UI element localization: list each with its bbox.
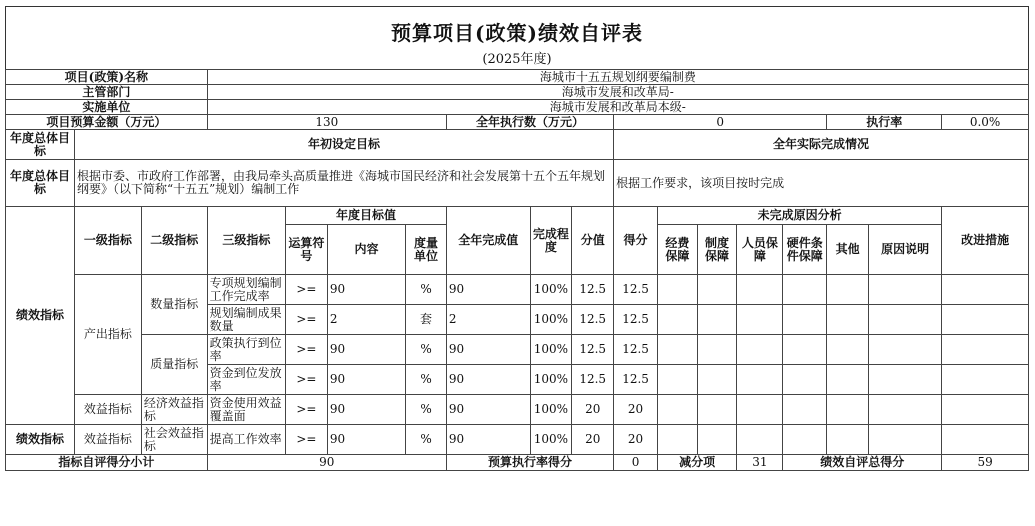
total-label: 绩效自评总得分: [783, 455, 942, 471]
l1-output: 产出指标: [74, 275, 141, 395]
reason-cell: [869, 425, 942, 455]
degree: 100%: [530, 365, 572, 395]
score: 12.5: [572, 365, 614, 395]
reason-cell: [869, 365, 942, 395]
evaluation-table: [5, 69, 1029, 471]
budget-score-value: 0: [614, 455, 658, 471]
rate-value: 0.0%: [942, 115, 1029, 130]
l2-quantity: 数量指标: [141, 275, 207, 335]
reason-cell: [827, 425, 869, 455]
indicator-name: 资金使用效益覆盖面: [207, 395, 285, 425]
budget-label: 项目预算金额（万元）: [6, 115, 208, 130]
reason-cell: [737, 335, 783, 365]
rate-label: 执行率: [827, 115, 942, 130]
score-header: 分值: [572, 207, 614, 275]
got: 12.5: [614, 305, 658, 335]
l2-header: 二级指标: [141, 207, 207, 275]
indicator-name: 提高工作效率: [207, 425, 285, 455]
reason-cell: [827, 305, 869, 335]
l2-economic: 经济效益指标: [141, 395, 207, 425]
actual-header: 全年完成值: [446, 207, 530, 275]
reason-cell: [827, 335, 869, 365]
reason-cell: [657, 275, 697, 305]
initial-goal-text: 根据市委、市政府工作部署，由我局牵头高质量推进《海城市国民经济和社会发展第十五个五年规划纲要》（以下简称“十五五”规划）编制工作: [74, 160, 613, 207]
reason-cell: [869, 395, 942, 425]
reason-hardware-header: 硬件条件保障: [783, 225, 827, 275]
goals-label: 年度总体目标: [6, 130, 75, 160]
deduct-value: 31: [737, 455, 783, 471]
goals-label-2: 年度总体目标: [6, 160, 75, 207]
actual-value: 90: [446, 365, 530, 395]
degree: 100%: [530, 335, 572, 365]
got: 12.5: [614, 275, 658, 305]
content: 2: [327, 305, 405, 335]
l2-quality: 质量指标: [141, 335, 207, 395]
budget-value: 130: [207, 115, 446, 130]
reason-cell: [827, 395, 869, 425]
reason-cell: [657, 305, 697, 335]
op: >=: [286, 335, 328, 365]
subtotal-label: 指标自评得分小计: [6, 455, 208, 471]
l1-header: 一级指标: [74, 207, 141, 275]
score: 12.5: [572, 275, 614, 305]
content: 90: [327, 395, 405, 425]
reason-cell: [657, 335, 697, 365]
reason-fund-header: 经费保障: [657, 225, 697, 275]
exec-label: 全年执行数（万元）: [446, 115, 613, 130]
indicator-name: 规划编制成果数量: [207, 305, 285, 335]
reason-cell: [783, 395, 827, 425]
l1-benefit: 效益指标: [74, 425, 141, 455]
perf-label: 绩效指标: [6, 207, 75, 425]
reason-cell: [783, 275, 827, 305]
reason-cell: [657, 395, 697, 425]
reason-cell: [737, 275, 783, 305]
indicator-name: 专项规划编制工作完成率: [207, 275, 285, 305]
fix-cell: [942, 395, 1029, 425]
l3-header: 三级指标: [207, 207, 285, 275]
measure-unit: %: [406, 395, 447, 425]
deduct-label: 减分项: [657, 455, 736, 471]
reason-cell: [827, 365, 869, 395]
got: 12.5: [614, 365, 658, 395]
l1-benefit: 效益指标: [74, 395, 141, 425]
form-year: (2025年度): [482, 52, 552, 67]
reason-cell: [697, 305, 737, 335]
measure-unit: %: [406, 365, 447, 395]
target-group-header: 年度目标值: [286, 207, 447, 225]
got: 20: [614, 395, 658, 425]
reason-cell: [783, 425, 827, 455]
measure-unit: %: [406, 425, 447, 455]
project-name: 海城市十五五规划纲要编制费: [207, 70, 1028, 85]
actual-value: 90: [446, 335, 530, 365]
reason-cell: [783, 365, 827, 395]
unit-value: 海城市发展和改革局本级-: [207, 100, 1028, 115]
degree: 100%: [530, 275, 572, 305]
perf-label-2: 绩效指标: [6, 425, 75, 455]
reason-cell: [827, 275, 869, 305]
degree: 100%: [530, 305, 572, 335]
reason-cell: [697, 425, 737, 455]
got: 12.5: [614, 335, 658, 365]
reason-cell: [737, 395, 783, 425]
content-header: 内容: [327, 225, 405, 275]
subtotal-value: 90: [207, 455, 446, 471]
measure-unit: %: [406, 275, 447, 305]
reason-cell: [737, 365, 783, 395]
fix-cell: [942, 275, 1029, 305]
score: 20: [572, 395, 614, 425]
budget-score-label: 预算执行率得分: [446, 455, 613, 471]
reason-staff-header: 人员保障: [737, 225, 783, 275]
score: 12.5: [572, 305, 614, 335]
degree: 100%: [530, 395, 572, 425]
degree-header: 完成程度: [530, 207, 572, 275]
actual-value: 2: [446, 305, 530, 335]
content: 90: [327, 275, 405, 305]
degree: 100%: [530, 425, 572, 455]
measure-unit: 套: [406, 305, 447, 335]
project-name-label: 项目(政策)名称: [6, 70, 208, 85]
reason-cell: [657, 425, 697, 455]
reason-cell: [697, 395, 737, 425]
measure-unit: %: [406, 335, 447, 365]
initial-goal-header: 年初设定目标: [74, 130, 613, 160]
op: >=: [286, 365, 328, 395]
actual-goal-text: 根据工作要求，该项目按时完成: [614, 160, 1029, 207]
total-value: 59: [942, 455, 1029, 471]
reason-cell: [697, 335, 737, 365]
fix-cell: [942, 335, 1029, 365]
got: 20: [614, 425, 658, 455]
fix-cell: [942, 365, 1029, 395]
content: 90: [327, 425, 405, 455]
reason-cell: [737, 425, 783, 455]
l2-social: 社会效益指标: [141, 425, 207, 455]
reason-cell: [783, 335, 827, 365]
reason-cell: [869, 305, 942, 335]
op-header: 运算符号: [286, 225, 328, 275]
fix-header: 改进措施: [942, 207, 1029, 275]
score: 20: [572, 425, 614, 455]
actual-value: 90: [446, 275, 530, 305]
fix-cell: [942, 305, 1029, 335]
fix-cell: [942, 425, 1029, 455]
unit-label: 实施单位: [6, 100, 208, 115]
content: 90: [327, 335, 405, 365]
indicator-name: 政策执行到位率: [207, 335, 285, 365]
dept-value: 海城市发展和改革局-: [207, 85, 1028, 100]
content: 90: [327, 365, 405, 395]
exec-value: 0: [614, 115, 827, 130]
reason-cell: [697, 275, 737, 305]
actual-value: 90: [446, 395, 530, 425]
form-header: [5, 6, 1029, 69]
reason-cell: [697, 365, 737, 395]
op: >=: [286, 305, 328, 335]
dept-label: 主管部门: [6, 85, 208, 100]
reason-cell: [869, 275, 942, 305]
reason-cell: [657, 365, 697, 395]
got-header: 得分: [614, 207, 658, 275]
reason-system-header: 制度保障: [697, 225, 737, 275]
op: >=: [286, 275, 328, 305]
form-title: 预算项目(政策)绩效自评表: [391, 21, 643, 45]
reasons-header: 未完成原因分析: [657, 207, 941, 225]
indicator-name: 资金到位发放率: [207, 365, 285, 395]
reason-other-header: 其他: [827, 225, 869, 275]
score: 12.5: [572, 335, 614, 365]
evaluation-form: [5, 6, 1029, 471]
actual-goal-header: 全年实际完成情况: [614, 130, 1029, 160]
op: >=: [286, 395, 328, 425]
actual-value: 90: [446, 425, 530, 455]
reason-desc-header: 原因说明: [869, 225, 942, 275]
unit-header: 度量单位: [406, 225, 447, 275]
reason-cell: [869, 335, 942, 365]
reason-cell: [783, 305, 827, 335]
op: >=: [286, 425, 328, 455]
reason-cell: [737, 305, 783, 335]
